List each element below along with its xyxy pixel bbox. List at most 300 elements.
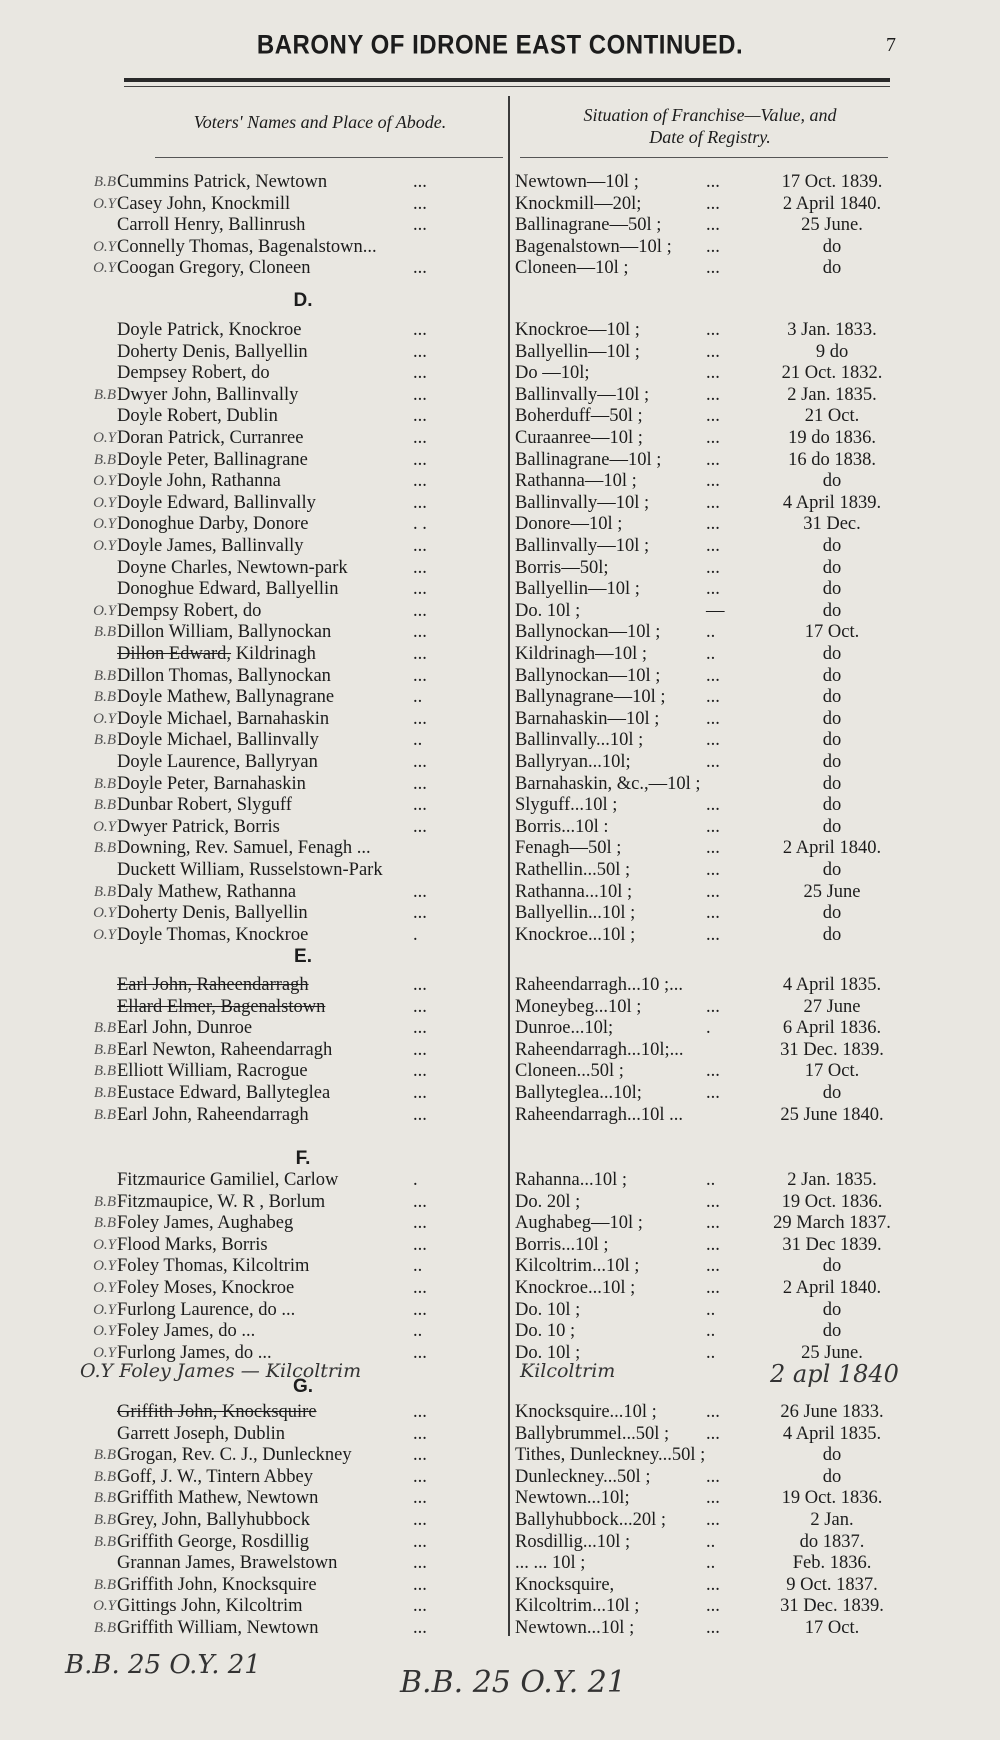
leader-dots: ...: [706, 665, 720, 686]
margin-mark: O.Y: [93, 195, 116, 212]
registry-date: do: [822, 644, 842, 664]
register-row: [0, 752, 1000, 774]
registry-date: 31 Dec 1839.: [782, 1234, 882, 1255]
franchise-value: Ballinagrane—50l ;: [515, 215, 662, 236]
leader-dots: ...: [413, 536, 427, 556]
franchise-value: Do. 20l ;: [515, 1191, 581, 1212]
franchise-value: Ballynockan—10l ;: [515, 622, 661, 643]
leader-dots: ...: [413, 1488, 427, 1509]
margin-mark: O.Y: [93, 1258, 116, 1275]
leader-dots: ...: [413, 903, 427, 924]
voter-name-text: Doyle Robert, Dublin: [117, 406, 278, 427]
registry-date: 21 Oct.: [804, 406, 860, 427]
leader-dots: ...: [706, 730, 720, 751]
leader-dots: ...: [706, 514, 720, 535]
margin-mark: B.B: [93, 1193, 116, 1210]
register-row: [0, 1018, 1000, 1040]
franchise-value: Moneybeg...10l ;: [515, 996, 642, 1017]
franchise-value: Ballinvally...10l ;: [515, 730, 644, 751]
leader-dots: ...: [413, 406, 427, 427]
register-row: [0, 558, 1000, 580]
handwritten-entry-name: O.Y Foley James — Kilcoltrim: [80, 1360, 362, 1382]
franchise-value: Newtown—10l ;: [515, 172, 639, 192]
leader-dots: ...: [706, 1061, 720, 1082]
leader-dots: ..: [706, 1299, 716, 1320]
margin-mark: B.B: [93, 1215, 116, 1232]
margin-mark: B.B: [93, 1106, 116, 1123]
voter-name-text: Fitzmaurice Gamiliel, Carlow: [117, 1170, 339, 1190]
voter-name-text: Carroll Henry, Ballinrush: [117, 215, 306, 236]
margin-mark: B.B: [93, 1063, 116, 1080]
margin-mark: O.Y: [93, 818, 116, 835]
leader-dots: ...: [413, 1553, 427, 1574]
voter-name: [117, 493, 316, 514]
leader-dots: ...: [706, 795, 720, 816]
franchise-value: Kilcoltrim...10l ;: [515, 1596, 640, 1617]
register-row: [0, 1256, 1000, 1278]
registry-date: 17 Oct. 1839.: [781, 172, 883, 192]
voter-name: [117, 1618, 319, 1639]
franchise-value: Rahanna...10l ;: [515, 1170, 628, 1190]
leader-dots: ...: [706, 996, 720, 1017]
register-row: [0, 601, 1000, 623]
registry-date: 27 June: [803, 996, 861, 1017]
voter-name-text: Doyle Patrick, Knockroe: [117, 320, 302, 340]
voter-name: [117, 925, 308, 946]
register-row: [0, 774, 1000, 796]
leader-dots: ...: [413, 1213, 427, 1234]
franchise-value: Ballyellin—10l ;: [515, 341, 640, 362]
leader-dots: ..: [413, 687, 423, 708]
leader-dots: .: [413, 1170, 418, 1190]
leader-dots: ...: [706, 1278, 720, 1298]
franchise-value: Barnahaskin—10l ;: [515, 708, 660, 729]
registry-date: 17 Oct.: [804, 622, 860, 643]
margin-mark: O.Y: [93, 1323, 116, 1340]
register-row: [0, 1618, 1000, 1640]
leader-dots: ...: [706, 1191, 720, 1212]
voter-name: [117, 172, 327, 193]
handwritten-tally-center: B.B. 25 O.Y. 21: [400, 1665, 626, 1700]
leader-dots: ...: [706, 1466, 720, 1487]
register-row: [0, 1083, 1000, 1105]
leader-dots: ...: [413, 1531, 427, 1552]
leader-dots: ...: [413, 622, 427, 643]
voter-name-text: Donoghue Darby, Donore: [117, 514, 309, 535]
voter-name-struck: Dillon Edward,: [117, 644, 232, 664]
voter-name-text: Foley James, Aughabeg: [117, 1213, 294, 1234]
voter-name: [117, 237, 377, 258]
leader-dots: ...: [413, 557, 427, 578]
register-row: [0, 666, 1000, 688]
registry-date: 2 April 1840.: [782, 1278, 882, 1298]
register-row: [0, 363, 1000, 385]
voter-name: [117, 1553, 337, 1574]
registry-date: 25 June.: [801, 215, 863, 236]
registry-date: do: [822, 773, 842, 794]
registry-date: 9 do: [815, 341, 849, 362]
leader-dots: ...: [413, 193, 427, 214]
registry-date: do: [822, 1083, 842, 1103]
margin-mark: B.B: [93, 797, 116, 814]
registry-date: 4 April 1835.: [782, 975, 882, 995]
margin-mark: B.B: [93, 883, 116, 900]
voter-name-text: Flood Marks, Borris: [117, 1234, 268, 1255]
voter-name-text: Furlong James, do ...: [117, 1342, 272, 1363]
franchise-value: Knocksquire,: [515, 1574, 615, 1595]
leader-dots: ...: [413, 341, 427, 362]
leader-dots: ...: [413, 975, 427, 995]
voter-name-text: Doyle Laurence, Ballyryan: [117, 752, 318, 772]
leader-dots: ...: [706, 1234, 720, 1255]
voter-name-text: Grannan James, Brawelstown: [117, 1553, 338, 1574]
registry-date: 4 April 1839.: [782, 492, 882, 513]
voter-name-struck: Earl John, Raheendarragh: [117, 975, 309, 995]
registry-date: 16 do 1838.: [788, 449, 876, 470]
voter-name: [117, 1402, 317, 1423]
register-row: [0, 1040, 1000, 1062]
register-row: [0, 536, 1000, 558]
registry-date: do: [822, 752, 842, 772]
leader-dots: ...: [413, 1083, 427, 1103]
voter-name-text: Garrett Joseph, Dublin: [117, 1423, 286, 1444]
voter-name-text: Griffith Mathew, Newtown: [117, 1488, 319, 1509]
voter-name: [117, 601, 261, 622]
registry-date: 4 April 1835.: [782, 1423, 882, 1444]
leader-dots: .: [413, 924, 418, 945]
voter-name: [117, 1467, 313, 1488]
registry-date: 21 Oct. 1832.: [781, 363, 883, 384]
leader-dots: ...: [413, 258, 427, 279]
voter-name: [117, 975, 309, 996]
voter-name: [117, 1488, 318, 1509]
voter-name: [117, 882, 296, 903]
voter-name-text: Dunbar Robert, Slyguff: [117, 795, 292, 816]
voter-name-text: Doyle Edward, Ballinvally: [117, 492, 316, 513]
register-row: [0, 514, 1000, 536]
leader-dots: ..: [413, 1321, 423, 1342]
margin-mark: B.B: [93, 624, 116, 641]
leader-dots: ...: [413, 215, 427, 236]
franchise-value: Do. 10l ;: [515, 1299, 581, 1320]
register-row: [0, 1488, 1000, 1510]
margin-mark: B.B: [93, 1620, 116, 1636]
voter-name: [117, 385, 298, 406]
register-row: [0, 644, 1000, 666]
leader-dots: ...: [706, 1618, 720, 1638]
registry-date: do: [822, 471, 842, 492]
leader-dots: ...: [706, 1574, 720, 1595]
register-row: [0, 730, 1000, 752]
franchise-value: Borris...10l ;: [515, 1234, 609, 1255]
registry-date: do: [822, 687, 842, 708]
margin-mark: O.Y: [93, 260, 116, 277]
leader-dots: ...: [706, 687, 720, 708]
voter-name-text: Doyne Charles, Newtown-park: [117, 557, 348, 578]
leader-dots: ...: [413, 1510, 427, 1530]
leader-dots: ...: [413, 1402, 427, 1422]
voter-name-text: Foley James, do ...: [117, 1321, 256, 1342]
voter-name-text: Grey, John, Ballyhubbock: [117, 1510, 311, 1530]
margin-mark: B.B: [93, 775, 116, 792]
leader-dots: ...: [413, 1278, 427, 1298]
franchise-value: Ballinvally—10l ;: [515, 384, 650, 405]
header-underline-right: [520, 157, 888, 158]
leader-dots: ...: [706, 1488, 720, 1509]
margin-mark: O.Y: [93, 430, 116, 446]
register-row: [0, 1553, 1000, 1575]
voter-name: [117, 406, 278, 427]
voter-name: [117, 1192, 325, 1213]
voter-name-text: Dempsy Robert, do: [117, 600, 262, 621]
franchise-value: Raheendarragh...10 ;...: [515, 975, 683, 995]
registry-date: 6 April 1836.: [782, 1018, 882, 1039]
leader-dots: ...: [413, 320, 427, 340]
voter-name: [117, 1061, 308, 1082]
margin-mark: O.Y: [93, 238, 116, 255]
leader-dots: ...: [706, 579, 720, 600]
register-row: [0, 385, 1000, 407]
voter-name-struck: Griffith John, Knocksquire: [117, 1402, 317, 1422]
leader-dots: ...: [413, 773, 427, 794]
voter-name: [117, 795, 292, 816]
header-rule-thick: [124, 78, 890, 82]
registry-date: 2 April 1840.: [782, 193, 882, 214]
leader-dots: ...: [706, 258, 720, 279]
register-row: [0, 1170, 1000, 1192]
voter-name-text: Donoghue Edward, Ballyellin: [117, 579, 339, 600]
voter-name-text: Grogan, Rev. C. J., Dunleckney: [117, 1445, 352, 1466]
leader-dots: ...: [706, 363, 720, 384]
voter-name-text: Foley Thomas, Kilcoltrim: [117, 1256, 310, 1277]
leader-dots: ...: [413, 600, 427, 621]
voter-name: [117, 1321, 255, 1342]
registry-date: do: [822, 258, 842, 279]
voter-name: [117, 622, 331, 643]
leader-dots: ..: [706, 1321, 716, 1342]
voter-name-text: Doyle John, Rathanna: [117, 471, 281, 492]
handwritten-entry-franchise: Kilcoltrim: [520, 1360, 616, 1382]
registry-date: do: [822, 924, 842, 945]
leader-dots: ..: [706, 1553, 716, 1574]
franchise-value: Curaanree—10l ;: [515, 428, 643, 448]
leader-dots: ...: [413, 1342, 427, 1363]
column-header-voters: Voters' Names and Place of Abode.: [193, 112, 447, 132]
voter-name-text: Griffith John, Knocksquire: [117, 1574, 317, 1595]
margin-mark: B.B: [93, 667, 116, 684]
leader-dots: ...: [706, 1213, 720, 1234]
registry-date: do: [822, 1445, 842, 1466]
margin-mark: B.B: [93, 451, 116, 468]
section-letter-e: E.: [294, 946, 312, 967]
voter-name: [117, 1575, 317, 1596]
registry-date: do: [822, 816, 842, 837]
leader-dots: ..: [413, 1256, 423, 1277]
voter-name: [117, 1083, 330, 1104]
voter-name-text: Goff, J. W., Tintern Abbey: [117, 1466, 313, 1487]
leader-dots: ..: [706, 622, 716, 643]
leader-dots: ...: [413, 1018, 427, 1039]
leader-dots: ...: [706, 1423, 720, 1444]
voter-name-text: Coogan Gregory, Cloneen: [117, 258, 311, 279]
franchise-value: Kildrinagh—10l ;: [515, 644, 648, 664]
voter-name-text: Doyle Michael, Barnahaskin: [117, 708, 330, 729]
franchise-value: Dunroe...10l;: [515, 1018, 614, 1039]
registry-date: 25 June.: [801, 1342, 863, 1363]
voter-name: [117, 752, 318, 773]
voter-name: [117, 471, 281, 492]
voter-name: [117, 997, 325, 1018]
margin-mark: B.B: [93, 1041, 116, 1058]
franchise-value: Cloneen...50l ;: [515, 1061, 624, 1082]
franchise-value: Ballinvally—10l ;: [515, 536, 650, 556]
registry-date: 31 Dec.: [803, 514, 861, 535]
leader-dots: .: [706, 1018, 711, 1039]
voter-name: [117, 860, 383, 881]
margin-mark: B.B: [93, 1512, 116, 1528]
registry-date: 31 Dec. 1839.: [780, 1596, 884, 1617]
leader-dots: ...: [706, 471, 720, 492]
voter-name: [117, 342, 308, 363]
register-row: [0, 1532, 1000, 1554]
voter-name: [117, 1445, 352, 1466]
section-letter-d: D.: [293, 290, 313, 311]
margin-mark: B.B: [93, 840, 116, 857]
leader-dots: ...: [706, 341, 720, 362]
franchise-value: Knockroe—10l ;: [515, 320, 640, 340]
franchise-value: Boherduff—50l ;: [515, 406, 643, 427]
leader-dots: ...: [706, 1402, 720, 1422]
registry-date: do: [822, 557, 842, 578]
franchise-value: Knocksquire...10l ;: [515, 1402, 657, 1422]
leader-dots: ...: [706, 816, 720, 837]
voter-name: [117, 428, 303, 449]
leader-dots: ..: [706, 1531, 716, 1552]
registry-date: do: [822, 795, 842, 816]
voter-name: [117, 1235, 268, 1256]
voter-name-text: Dillon William, Ballynockan: [117, 622, 332, 643]
leader-dots: ...: [413, 579, 427, 600]
registry-date: Feb. 1836.: [792, 1553, 872, 1574]
register-row: [0, 1278, 1000, 1300]
franchise-value: Ballyellin—10l ;: [515, 579, 640, 600]
voter-name: [117, 1596, 303, 1617]
voter-name: [117, 450, 308, 471]
franchise-value: ... ... 10l ;: [515, 1553, 586, 1574]
margin-mark: O.Y: [93, 516, 116, 533]
leader-dots: ...: [413, 471, 427, 492]
register-row: [0, 817, 1000, 839]
registry-date: 2 Jan.: [810, 1510, 854, 1530]
leader-dots: ...: [413, 449, 427, 470]
voter-name: [117, 579, 338, 600]
register-row: [0, 903, 1000, 925]
registry-date: 25 June: [803, 881, 861, 902]
register-row: [0, 975, 1000, 997]
franchise-value: Barnahaskin, &c.,—10l ;: [515, 773, 701, 794]
registry-date: do: [822, 730, 842, 751]
margin-mark: B.B: [93, 689, 116, 706]
voter-name-text: Dwyer John, Ballinvally: [117, 384, 299, 405]
franchise-value: Do. 10 ;: [515, 1321, 576, 1342]
leader-dots: ...: [706, 1083, 720, 1103]
registry-date: 26 June 1833.: [780, 1402, 884, 1422]
franchise-value: Ballynockan—10l ;: [515, 665, 661, 686]
registry-date: do: [822, 1321, 842, 1342]
margin-mark: O.Y: [93, 602, 116, 619]
margin-mark: O.Y: [93, 538, 116, 554]
registry-date: do: [822, 708, 842, 729]
registry-date: 19 Oct. 1836.: [781, 1488, 883, 1509]
register-row: [0, 1402, 1000, 1424]
franchise-value: Rathanna...10l ;: [515, 881, 633, 902]
register-row: [0, 215, 1000, 237]
handwritten-entry-date: 2 apl 1840: [770, 1360, 899, 1388]
leader-dots: ...: [706, 708, 720, 729]
franchise-value: Borris...10l :: [515, 816, 609, 837]
registry-date: do 1837.: [799, 1531, 865, 1552]
register-row: [0, 1575, 1000, 1597]
voter-name-text: Earl John, Dunroe: [117, 1018, 253, 1039]
franchise-value: Newtown...10l ;: [515, 1618, 635, 1638]
voter-name-text: Doyle Mathew, Ballynagrane: [117, 687, 335, 708]
voter-name-text: Doherty Denis, Ballyellin: [117, 903, 308, 924]
voter-name-text: Doyle Michael, Ballinvally: [117, 730, 319, 751]
franchise-value: Aughabeg—10l ;: [515, 1213, 643, 1234]
leader-dots: ...: [706, 215, 720, 236]
voter-name: [117, 1256, 309, 1277]
register-row: [0, 1213, 1000, 1235]
margin-mark: O.Y: [93, 494, 116, 511]
voter-name: [117, 1213, 293, 1234]
leader-dots: ...: [413, 1104, 427, 1125]
voter-name-text: Doyle Peter, Barnahaskin: [117, 773, 306, 794]
voter-name: [117, 215, 305, 236]
franchise-value: Rathellin...50l ;: [515, 860, 631, 880]
voter-name: [117, 194, 290, 215]
column-header-franchise-line1: Situation of Franchise—Value, and: [583, 105, 837, 125]
franchise-value: Ballybrummel...50l ;: [515, 1423, 670, 1444]
voter-name: [117, 363, 270, 384]
register-row: [0, 1061, 1000, 1083]
voter-name: [117, 1105, 309, 1126]
registry-date: do: [822, 1299, 842, 1320]
register-row: [0, 258, 1000, 280]
register-row: [0, 1510, 1000, 1532]
margin-mark: O.Y: [93, 1344, 116, 1361]
voter-name: [117, 320, 301, 341]
register-row: [0, 1192, 1000, 1214]
franchise-value: Knockroe...10l ;: [515, 924, 636, 945]
leader-dots: ...: [413, 1061, 427, 1082]
leader-dots: ...: [413, 1574, 427, 1595]
voter-name-text: Doyle James, Ballinvally: [117, 536, 304, 556]
franchise-value: Rathanna—10l ;: [515, 471, 637, 492]
leader-dots: ...: [413, 1618, 427, 1638]
leader-dots: ...: [413, 1596, 427, 1617]
voter-name: [117, 817, 280, 838]
leader-dots: ..: [706, 1170, 716, 1190]
registry-date: 17 Oct.: [804, 1618, 860, 1638]
column-header-franchise-line2: Date of Registry.: [649, 127, 771, 147]
leader-dots: ...: [413, 644, 427, 664]
voter-name: [117, 536, 304, 557]
franchise-value: Ballinvally—10l ;: [515, 492, 650, 513]
voter-name-text: Kildrinagh: [231, 644, 316, 664]
register-row: [0, 1105, 1000, 1127]
register-row: [0, 709, 1000, 731]
registry-date: 2 Jan. 1835.: [787, 1170, 877, 1190]
